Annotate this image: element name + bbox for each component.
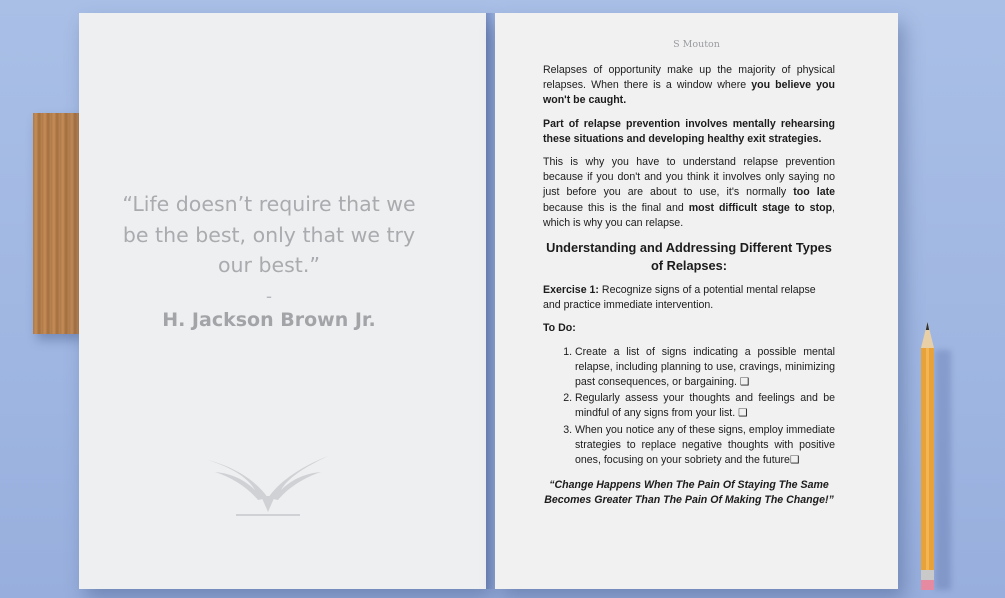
closing-quote: “Change Happens When The Pain Of Staying The Same Becomes Greater Than The Pain Of Making The Change!”	[544, 479, 834, 507]
todo-label: To Do:	[543, 322, 576, 335]
right-page	[495, 13, 898, 589]
quote-dash: -	[266, 285, 272, 306]
quote-block	[79, 189, 459, 331]
todo-item: 2. Regularly assess your thoughts and feelings and be mindful of any signs from your list. ❑	[575, 391, 835, 421]
quote-author: H. Jackson Brown Jr.	[162, 308, 376, 331]
exercise-paragraph: Exercise 1: Recognize signs of a potential mental relapse and practice immediate intervention.	[543, 284, 816, 312]
pencil-shadow	[935, 350, 951, 590]
eagle-logo-icon	[203, 438, 333, 520]
todo-list	[543, 345, 835, 469]
paragraph-3: This is why you have to understand relapse prevention because if you don't and you think it involves only saying no just before you are about to use, it's normally too late because this is the final and most difficult stage to stop, which is why you can relapse.	[543, 156, 836, 229]
pencil-icon	[921, 322, 934, 590]
book-spine	[486, 13, 495, 589]
page-body	[543, 63, 835, 517]
todo-item: 3. When you notice any of these signs, employ immediate strategies to replace negative thoughts with positive ones, focusing on your sobriety and the future❑	[575, 423, 835, 469]
section-heading: Understanding and Addressing Different Types of Relapses:	[546, 240, 832, 274]
paragraph-2: Part of relapse prevention involves mentally rehearsing these situations and developing healthy exit strategies.	[543, 117, 835, 145]
wooden-block	[33, 113, 79, 334]
paragraph-1: Relapses of opportunity make up the majority of physical relapses. When there is a window where you believe you won't be caught.	[543, 64, 836, 107]
left-page	[79, 13, 486, 589]
todo-item: 1. Create a list of signs indicating a possible mental relapse, including planning to use, cravings, minimizing past consequences, or bargaining. ❑	[575, 345, 835, 391]
quote-text: “Life doesn’t require that we be the best, only that we try our best.”	[122, 192, 416, 277]
page-header-author: S Mouton	[673, 39, 720, 50]
